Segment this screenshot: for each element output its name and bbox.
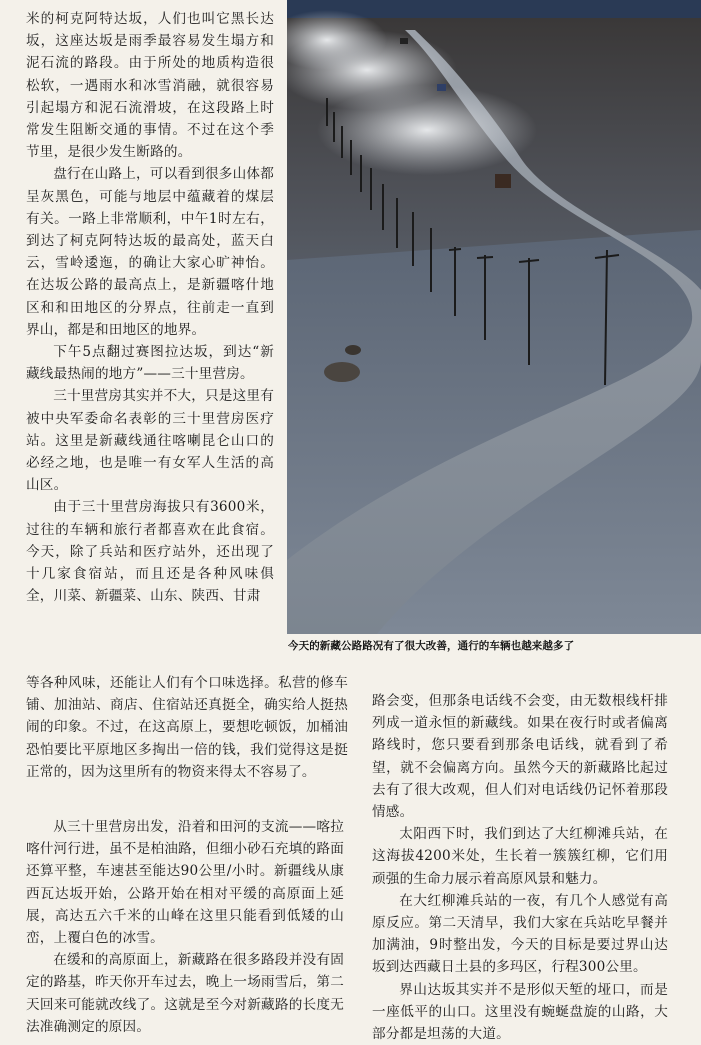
rock (345, 345, 361, 355)
paragraph: 界山达坂其实并不是形似天堑的垭口，而是一座低平的山口。这里没有蜿蜒盘旋的山路，大部分都是坦荡的大道。 (372, 981, 668, 1043)
paragraph: 从三十里营房出发，沿着和田河的支流——喀拉喀什河行进，虽不是柏油路，但细小砂石充填的路面还算平整，车速甚至能达90公里/小时。新疆线从康西瓦达坂开始，公路开始在相对平缓的高原面上延展，高达五六千米的山峰在这里只能看到低矮的山峦，上覆白色的冰雪。 (26, 819, 344, 947)
paragraph: 盘行在山路上，可以看到很多山体都呈灰黑色，可能与地层中蕴藏着的煤层有关。一路上非常顺利，中午1时左右，到达了柯克阿特达坂的最高处，蓝天白云，雪岭逶迤，的确让大家心旷神怡。在达坂公路的最高点上，是新疆喀什地区和和田地区的分界点，往前走一直到界山，都是和田地区的地界。 (26, 166, 274, 338)
article-column-bottom-left (26, 816, 344, 1038)
vehicle (495, 174, 511, 188)
rock (324, 362, 360, 382)
paragraph: 下午5点翻过赛图拉达坂，到达“新藏线最热闹的地方”——三十里营房。 (26, 344, 274, 383)
vehicle (437, 84, 446, 91)
article-column-top-left (26, 8, 274, 607)
paragraph: 等各种风味，还能让人们有个口味选择。私营的修车铺、加油站、商店、住宿站还真挺全，确实给人挺热闹的印象。不过，在这高原上，要想吃顿饭，加桶油恐怕要比平原地区多掏出一倍的钱，我们觉得这是挺正常的，因为这里所有的物资来得太不容易了。 (26, 675, 348, 780)
paragraph: 三十里营房其实并不大，只是这里有被中央军委命名表彰的三十里营房医疗站。这里是新藏线通往喀喇昆仑山口的必经之地，也是唯一有女军人生活的高山区。 (26, 388, 274, 494)
paragraph: 在大红柳滩兵站的一夜，有几个人感觉有高原反应。第二天清早，我们大家在兵站吃早餐并加满油，9时整出发，今天的目标是要过界山达坂到达西藏日土县的多玛区，行程300公里。 (372, 892, 668, 976)
article-column-mid-left (26, 672, 348, 783)
photo-caption: 今天的新藏公路路况有了很大改善，通行的车辆也越来越多了 (288, 640, 575, 652)
paragraph: 路会变，但那条电话线不会变，由无数根线杆排列成一道永恒的新藏线。如果在夜行时或者偏离路线时，您只要看到那条电话线，就看到了希望，就不会偏离方向。虽然今天的新藏路比起过去有了很大改观，但人们对电话线仍记怀着那段情感。 (372, 693, 668, 821)
paragraph: 米的柯克阿特达坂，人们也叫它黑长达坂，这座达坂是雨季最容易发生塌方和泥石流的路段。由于所处的地质构造很松软，一遇雨水和冰雪消融，就很容易引起塌方和泥石流滑坡，在这段路上时常发生阻断交通的事情。不过在这个季节里，是很少发生断路的。 (26, 11, 274, 161)
vehicle (400, 38, 408, 44)
road-photo (287, 0, 701, 634)
article-column-right (372, 690, 668, 1045)
paragraph: 太阳西下时，我们到达了大红柳滩兵站，在这海拔4200米处，生长着一簇簇红柳，它们用顽强的生命力展示着高原风景和魅力。 (372, 826, 668, 887)
paragraph: 由于三十里营房海拔只有3600米，过往的车辆和旅行者都喜欢在此食宿。今天，除了兵站和医疗站外，还出现了十几家食宿站，而且还是各种风味俱全，川菜、新疆菜、山东、陕西、甘肃 (26, 499, 274, 605)
paragraph: 在缓和的高原面上，新藏路在很多路段并没有固定的路基，昨天你开车过去，晚上一场雨雪后，第二天回来可能就改线了。这就是至今对新藏路的长度无法准确测定的原因。 (26, 952, 344, 1035)
